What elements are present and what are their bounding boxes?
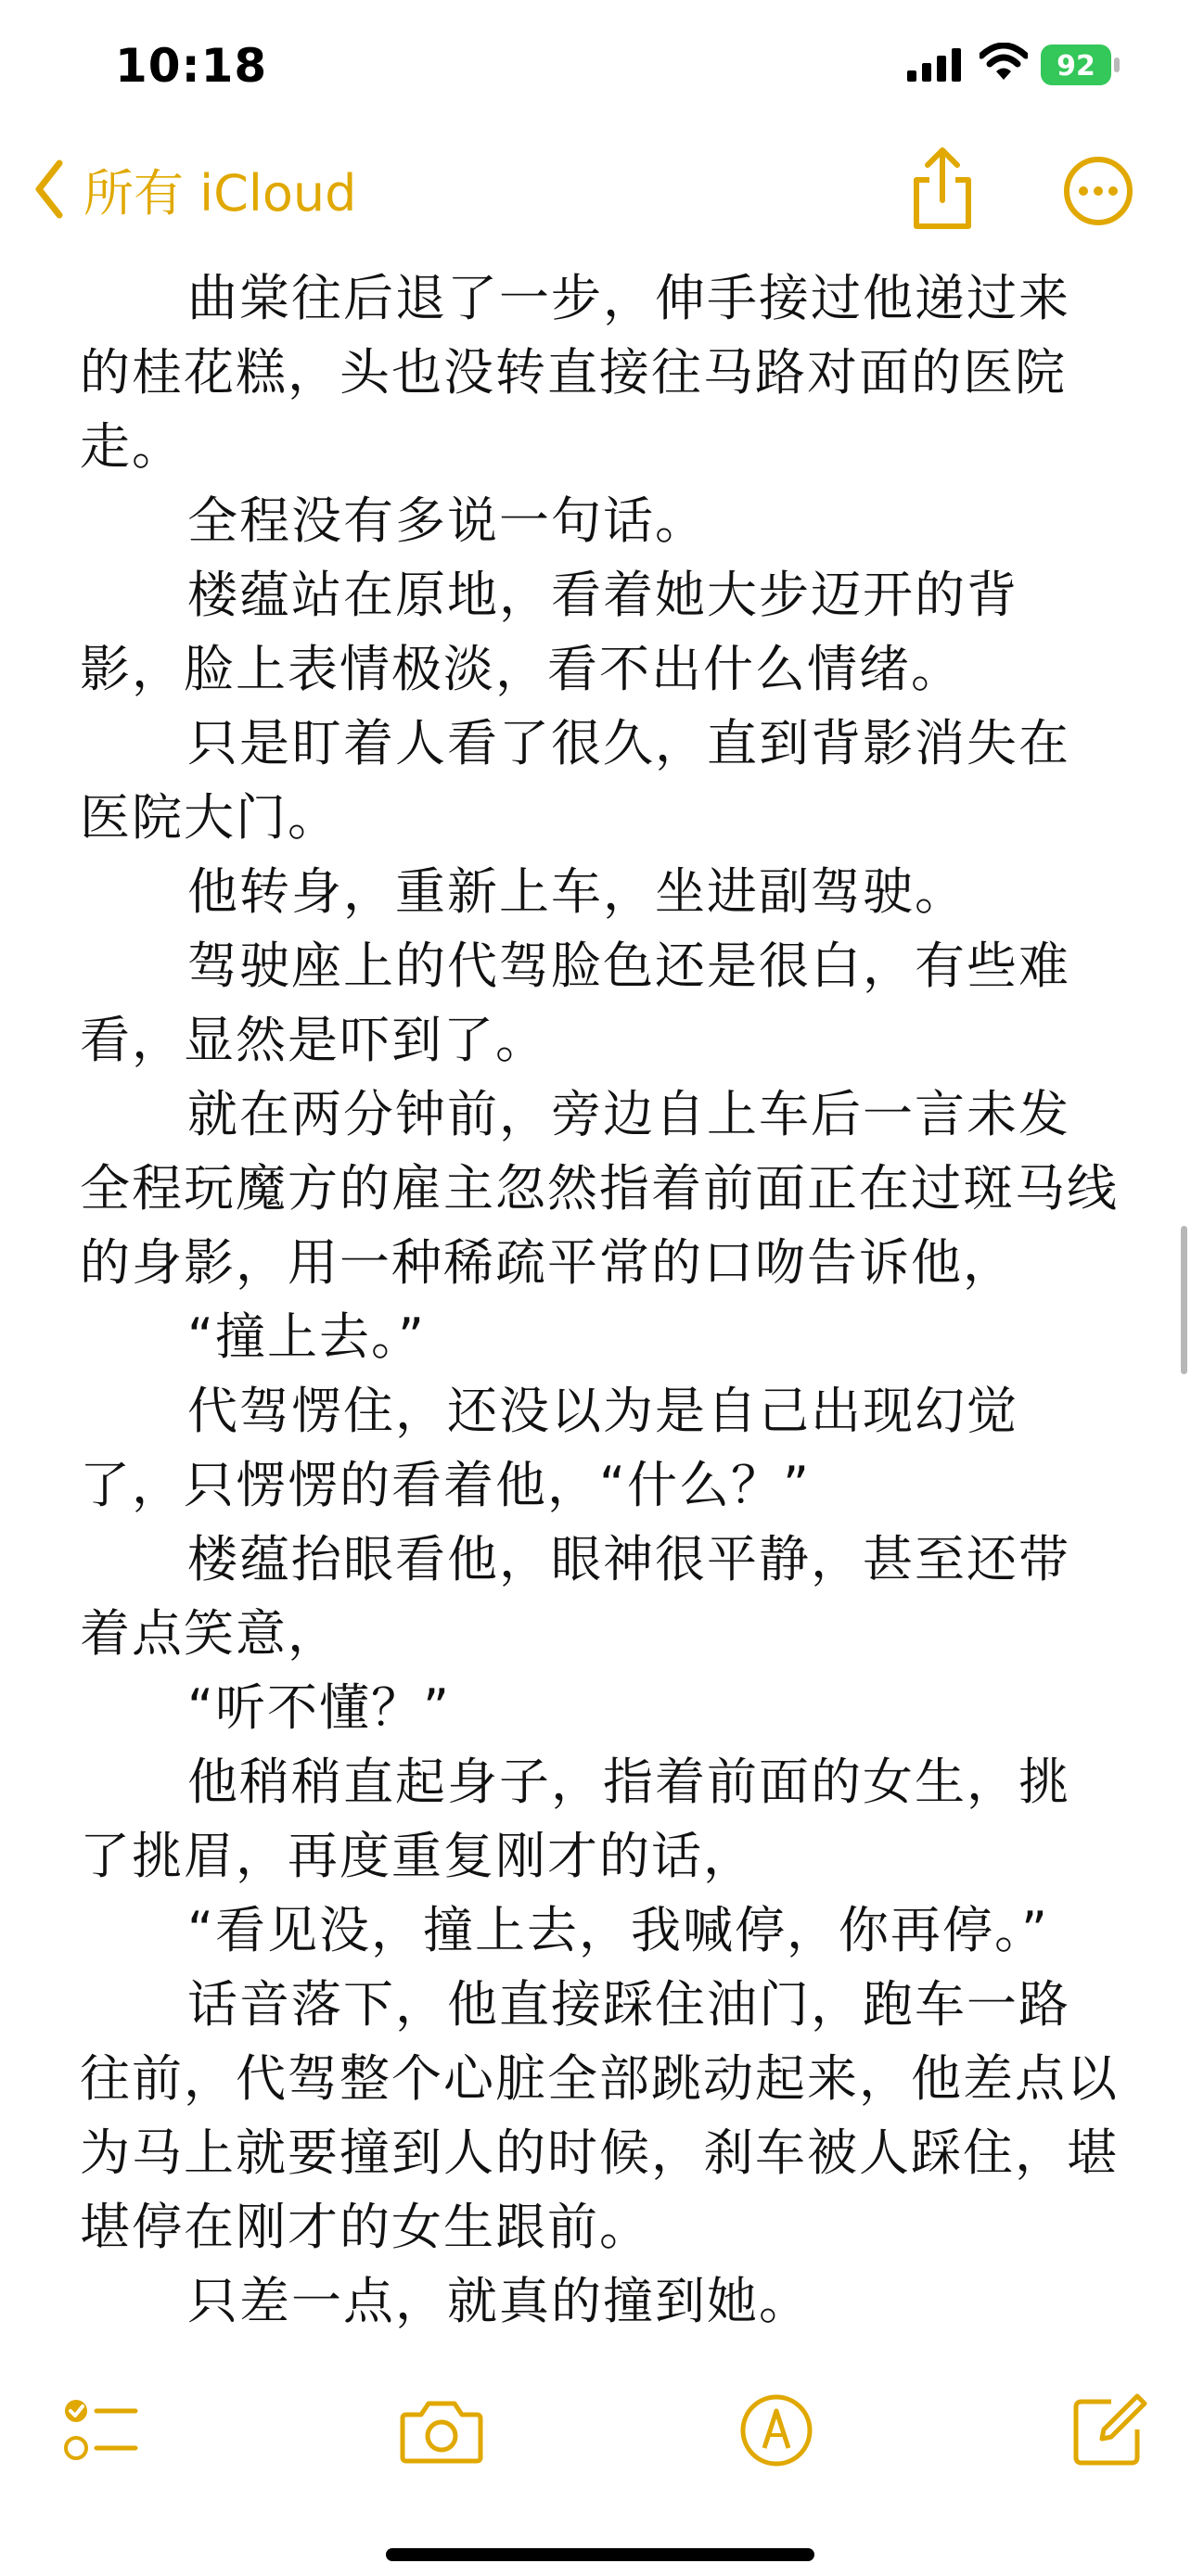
nav-bar (0, 139, 1191, 250)
status-time: 10:18 (115, 39, 268, 93)
scroll-indicator[interactable] (1181, 1226, 1187, 1374)
note-paragraph: 全程没有多说一句话。 (187, 491, 707, 550)
note-paragraph: 只差一点，就真的撞到她。 (187, 2272, 811, 2330)
note-paragraph: 他转身，重新上车，坐进副驾驶。 (187, 862, 967, 921)
note-paragraph: 他稍稍直起身子，指着前面的女生，挑了挑眉，再度重复刚才的话， (80, 1753, 1070, 1885)
wifi-icon (980, 43, 1028, 82)
compose-icon (1070, 2391, 1148, 2470)
share-icon (905, 145, 980, 234)
note-paragraph: 曲棠往后退了一步，伸手接过他递过来的桂花糕，头也没转直接往马路对面的医院走。 (80, 269, 1070, 476)
note-paragraph: 代驾愣住，还没以为是自己出现幻觉了，只愣愣的看着他，“什么？” (80, 1382, 1018, 1514)
bottom-toolbar (0, 2374, 1191, 2494)
battery-level: 92 (1057, 50, 1095, 83)
note-paragraph: “听不懂？” (187, 1678, 451, 1737)
more-button[interactable] (1063, 156, 1133, 230)
note-body[interactable] (80, 261, 1119, 2339)
ellipsis-circle-icon (1063, 156, 1133, 226)
note-paragraph: 就在两分钟前，旁边自上车后一言未发全程玩魔方的雇主忽然指着前面正在过斑马线的身影，用一种稀疏平常的口吻告诉他， (80, 1085, 1119, 1292)
camera-button[interactable] (399, 2391, 484, 2474)
share-button[interactable] (905, 145, 980, 237)
note-paragraph: “撞上去。” (187, 1307, 426, 1366)
status-bar (0, 0, 1191, 139)
home-indicator[interactable] (386, 2548, 814, 2561)
cellular-signal-icon (907, 48, 963, 82)
compose-button[interactable] (1070, 2391, 1148, 2474)
note-paragraph: “看见没，撞上去，我喊停，你再停。” (187, 1901, 1049, 1959)
battery-icon (1041, 45, 1121, 85)
note-paragraph: 楼蕴站在原地，看着她大步迈开的背影，脸上表情极淡，看不出什么情绪。 (80, 566, 1018, 698)
camera-icon (399, 2391, 484, 2470)
note-paragraph: 驾驶座上的代驾脸色还是很白，有些难看，显然是吓到了。 (80, 937, 1070, 1069)
note-paragraph: 只是盯着人看了很久，直到背影消失在医院大门。 (80, 714, 1070, 847)
back-label: 所有 iCloud (83, 163, 357, 223)
checklist-icon (61, 2391, 141, 2470)
markup-pen-icon (738, 2391, 814, 2470)
back-button[interactable] (33, 152, 356, 226)
note-paragraph: 楼蕴抬眼看他，眼神很平静，甚至还带着点笑意， (80, 1530, 1070, 1663)
markup-button[interactable] (738, 2391, 814, 2474)
checklist-button[interactable] (61, 2391, 141, 2474)
chevron-left-icon (33, 159, 63, 219)
note-paragraph: 话音落下，他直接踩住油门，跑车一路往前，代驾整个心脏全部跳动起来，他差点以为马上就要撞到人的时候，刹车被人踩住，堪堪停在刚才的女生跟前。 (80, 1975, 1119, 2256)
